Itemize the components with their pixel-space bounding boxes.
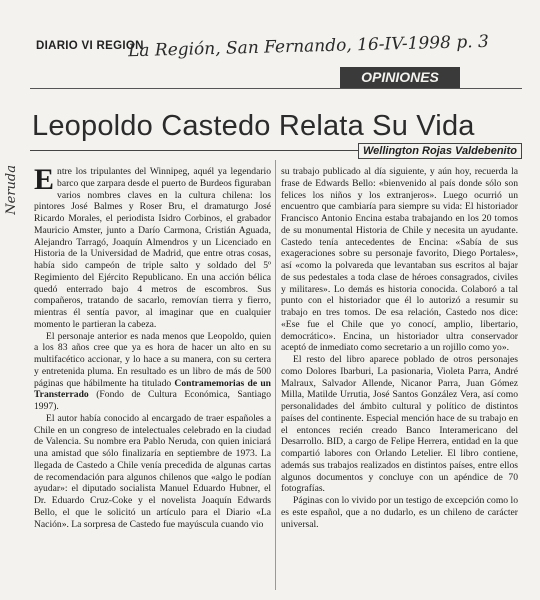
paragraph: Páginas con lo vivido por un testigo de excepción como lo es este español, que a no dudarlo, es un chileno de carácter universal. [281, 495, 518, 530]
paragraph-text: (Fondo de Cultura Económica, Santiago 1997). [34, 389, 271, 412]
paragraph-text: ntre los tripulantes del Winnipeg, aquél ya legendario barco que zarpara desde el puerto de Burdeos figuraban varios nombres claves en la cultura chilena: los pintores José Balmes y Roser Bru, el dramaturgo José Ricardo Morales, el periodista Isidro Corbinos, el grabador Mauricio Amster, junto a Darío Carmona, Cristián Aguada, Alejandro Tarragó, Joaquín Almendros y un Licenciado en Historia de la Universidad de Madrid, que entre otras cosas, había sido campeón de triple salto y soldado del 5º Regimiento del Ejército Republicano. En una acción bélica quedó enterrado bajo 4 metros de escombros. Sus compañeros, tratando de sacarlo, removían tierra y fierro, mientras él sentía pavor, al imaginar que en cualquier momento le partieran la cabeza. [34, 166, 271, 330]
paragraph [34, 331, 271, 413]
newspaper-masthead: DIARIO VI REGION [36, 40, 144, 52]
margin-handwriting: Neruda [4, 165, 19, 215]
paragraph-text: El personaje anterior es nada menos que Leopoldo, quien a los 83 años cree que ya es hora de hacer un alto en su multifacético accionar, y lo hace a su manera, con su certera y entretenida pluma. En resultado es un libro de más de 500 páginas que hábilmente ha titulado [34, 330, 271, 389]
paragraph: El autor había conocido al encargado de traer españoles a Chile en un congreso de intelectuales celebrado en la ciudad de Valencia. Su nombre era Pablo Neruda, con quien iniciará una amistad que sólo finalizaría en septiembre de 1973. La llegada de Castedo a Chile venía precedida de algunas cartas de recomendación para algunos chilenos que «algo le podían ayudar»: el diputado socialista Manuel Eduardo Hubner, el Dr. Eduardo Cruz-Coke y el novelista Joaquín Edwards Bello, el que le solicitó un artículo para el Diario «La Nación». La sorpresa de Castedo fue mayúscula cuando vio [34, 412, 271, 530]
article-column-left [34, 163, 271, 530]
book-title: Contramemorias de un Transterrado [34, 377, 271, 401]
article-column-right [281, 166, 518, 530]
article-title: Leopoldo Castedo Relata Su Vida [32, 110, 475, 142]
paragraph: El resto del libro aparece poblado de otros personajes como Dolores Ibarburi, La pasionaria, Violeta Parra, André Malraux, Salvador Allende, Nicanor Parra, Juan Gómez Milla, Matilde Urrutia, José Santos González Vera, así como personalidades del ámbito cultural y político de distintos países del continente. Especial mención hace de su trabajo en el entonces recién creado Banco Interamericano del Desarrollo. BID, a cargo de Felipe Herrera, entidad en la que compartió labores con Orlando Letelier. El libro contiene, además sus trabajos realizados en distintos países, entre ellos algunos documentos y concluye con un apéndice de 70 fotografías. [281, 354, 518, 495]
paragraph: su trabajo publicado al día siguiente, y aún hoy, recuerda la frase de Edwards Bello: «bienvenido al país donde sólo son felices los niños y los extranjeros». Luego ocurrió un encuentro que cambiaría para siempre su vida: El historiador Francisco Antonio Encina estaba trabajando en los 20 tomos de su monumental Historia de Chile y necesita un ayudante. Castedo tenía antecedentes de Encina: «Sabía de sus exageraciones sobre su personaje favorito, Diego Portales», así «como la polvareda que levantaban sus escritos al bajar de sus pedestales a toda clase de héroes consagrados, civiles y militares». Lo demás es historia conocida. Colaboró a tal punto con el historiador que él lo autorizó a resumir su trabajo en tres tomos. De esa relación, Castedo nos dice: «Ese fue el Chile que yo conocí, amplio, libertario, democrático». Encina, un historiador ultra conservador aceptó de inmediato como secretario a un rojillo como yo». [281, 166, 518, 354]
section-label: OPINIONES [340, 67, 460, 88]
paragraph [34, 163, 271, 331]
handwritten-source-note: La Región, San Fernando, 16-IV-1998 p. 3 [127, 31, 490, 62]
article-byline: Wellington Rojas Valdebenito [358, 143, 522, 159]
column-divider [275, 160, 276, 590]
header-divider [30, 88, 522, 89]
drop-cap: E [34, 163, 55, 196]
